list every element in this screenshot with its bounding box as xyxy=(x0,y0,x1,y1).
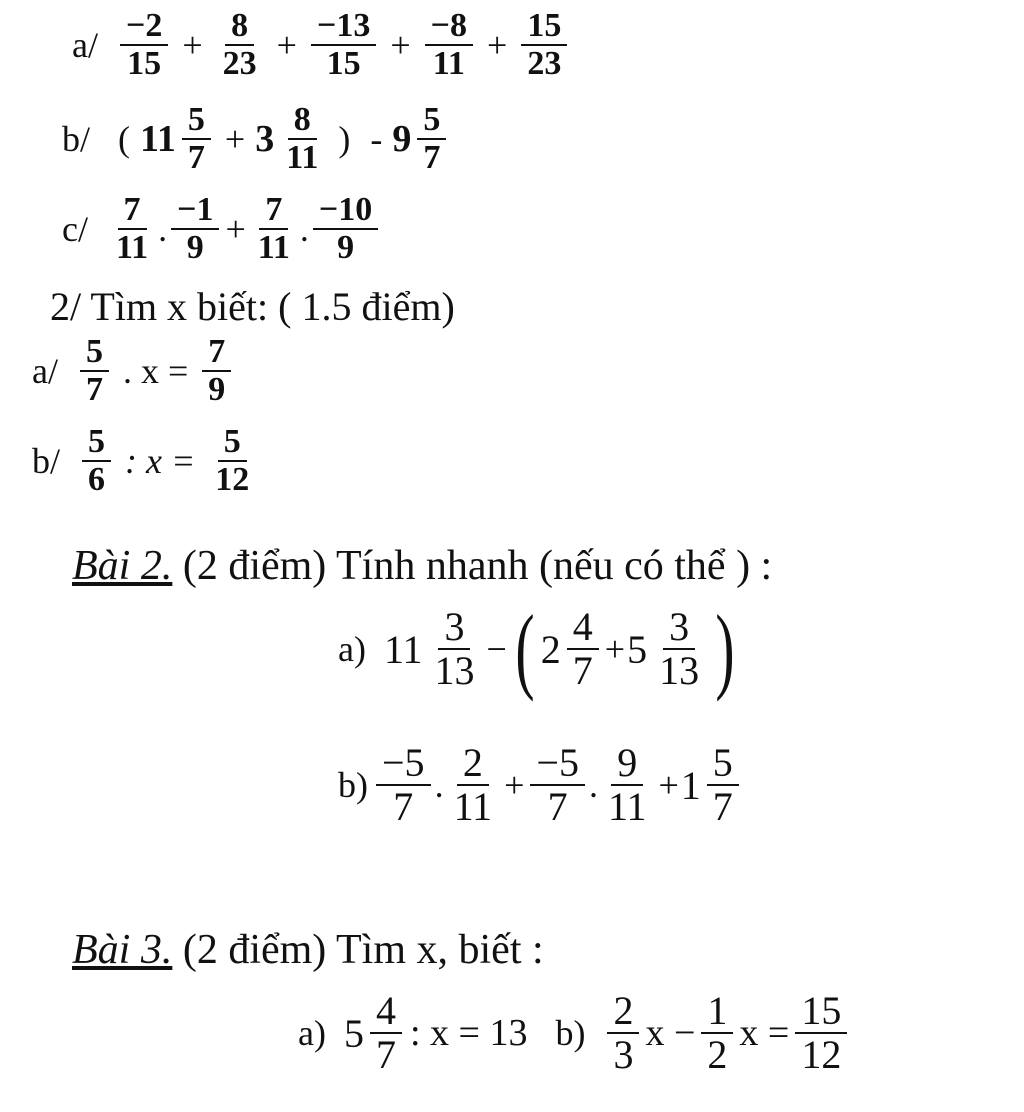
fraction: $\frac{7}{11}$ xyxy=(115,191,149,266)
label: b) xyxy=(338,765,368,805)
fraction: $\frac{15}{12}$ xyxy=(795,990,847,1076)
operator: − xyxy=(486,629,507,669)
fraction: $\frac{2}{3}$ xyxy=(607,990,639,1076)
fraction: $\frac{5}{12}$ xyxy=(215,423,250,498)
whole: 2 xyxy=(540,626,561,672)
whole: 5 xyxy=(343,1010,364,1056)
whole: 1 xyxy=(680,762,701,808)
fraction: $\frac{5}{7}$ xyxy=(182,102,211,175)
dot: . xyxy=(158,208,168,249)
expr-1c xyxy=(62,192,382,265)
fraction: $\frac{5}{7}$ xyxy=(417,102,446,175)
operator: + xyxy=(390,24,411,65)
bai3-label: Bài 3. xyxy=(72,927,173,973)
expr-terms xyxy=(116,8,571,81)
fraction: $\frac{3}{13}$ xyxy=(659,604,700,693)
operator-text: . x = xyxy=(122,350,189,391)
operator-text: x = xyxy=(739,1012,790,1054)
close-paren: ) xyxy=(338,118,351,159)
expr-2a xyxy=(32,334,235,407)
fraction: $\frac{4}{7}$ xyxy=(567,606,599,692)
fraction: $\frac{2}{11}$ xyxy=(453,740,493,829)
label: b/ xyxy=(32,440,61,481)
dot: . xyxy=(588,765,598,805)
label: b/ xyxy=(62,118,91,159)
operator: + xyxy=(604,629,626,669)
operator: + xyxy=(504,765,525,805)
fraction: $\frac{8}{11}$ xyxy=(286,101,319,176)
label: a) xyxy=(298,1013,326,1053)
fraction: $\frac{8}{23}$ xyxy=(222,7,257,82)
expr-bai2a xyxy=(338,594,741,702)
open-paren: ( xyxy=(118,118,131,159)
fraction: $\frac{-10}{9}$ xyxy=(313,192,378,265)
operator-text: x − xyxy=(645,1012,696,1054)
fraction: $\frac{4}{7}$ xyxy=(370,990,402,1076)
open-paren: ( xyxy=(515,594,535,702)
fraction: $\frac{-2}{15}$ xyxy=(120,8,168,81)
bai2-label: Bài 2. xyxy=(72,543,173,589)
section-title: 2/ Tìm x biết: ( 1.5 điểm) xyxy=(50,284,455,329)
operator: + xyxy=(276,24,297,65)
whole: 5 xyxy=(627,626,648,672)
fraction: $\frac{-13}{15}$ xyxy=(311,8,376,81)
fraction: $\frac{3}{13}$ xyxy=(434,604,475,693)
whole: 9 xyxy=(392,117,412,160)
whole: 11 xyxy=(140,117,176,160)
label: a/ xyxy=(32,350,58,391)
expr-1a xyxy=(72,8,571,81)
fraction: $\frac{5}{7}$ xyxy=(707,742,739,828)
fraction: $\frac{7}{11}$ xyxy=(257,191,290,266)
fraction: $\frac{1}{2}$ xyxy=(701,990,733,1076)
fraction: $\frac{5}{6}$ xyxy=(82,424,111,497)
label: c/ xyxy=(62,208,88,249)
label: b) xyxy=(555,1013,586,1053)
fraction: $\frac{-5}{7}$ xyxy=(530,742,585,828)
label: a) xyxy=(338,629,366,669)
fraction: $\frac{-1}{9}$ xyxy=(171,192,219,265)
label: a/ xyxy=(72,24,98,65)
operator: + xyxy=(487,24,508,65)
expr-bai2b xyxy=(338,742,743,828)
operator: + xyxy=(225,208,246,249)
fraction: $\frac{15}{23}$ xyxy=(521,8,567,81)
fraction: $\frac{-5}{7}$ xyxy=(376,742,431,828)
operator: + xyxy=(658,765,679,805)
whole: 11 xyxy=(383,626,423,672)
expr-bai3 xyxy=(298,990,851,1076)
bai2-text: (2 điểm) Tính nhanh (nếu có thể ) : xyxy=(182,543,773,589)
operator: - xyxy=(370,118,383,159)
bai3-heading xyxy=(72,926,544,974)
operator-text: : x = 13 xyxy=(409,1012,528,1054)
operator: + xyxy=(224,118,246,159)
dot: . xyxy=(434,765,444,805)
fraction: $\frac{7}{9}$ xyxy=(202,334,231,407)
whole: 3 xyxy=(255,117,275,160)
expr-1b xyxy=(62,102,450,175)
bai3-text: (2 điểm) Tìm x, biết : xyxy=(182,927,544,973)
expr-2b xyxy=(32,424,259,497)
fraction: $\frac{-8}{11}$ xyxy=(425,8,473,81)
dot: . xyxy=(299,208,309,249)
fraction: $\frac{9}{11}$ xyxy=(607,740,647,829)
fraction: $\frac{5}{7}$ xyxy=(80,334,109,407)
operator-text: : x = xyxy=(125,440,196,481)
close-paren: ) xyxy=(715,594,735,702)
operator: + xyxy=(182,24,203,65)
bai2-heading xyxy=(72,542,772,590)
